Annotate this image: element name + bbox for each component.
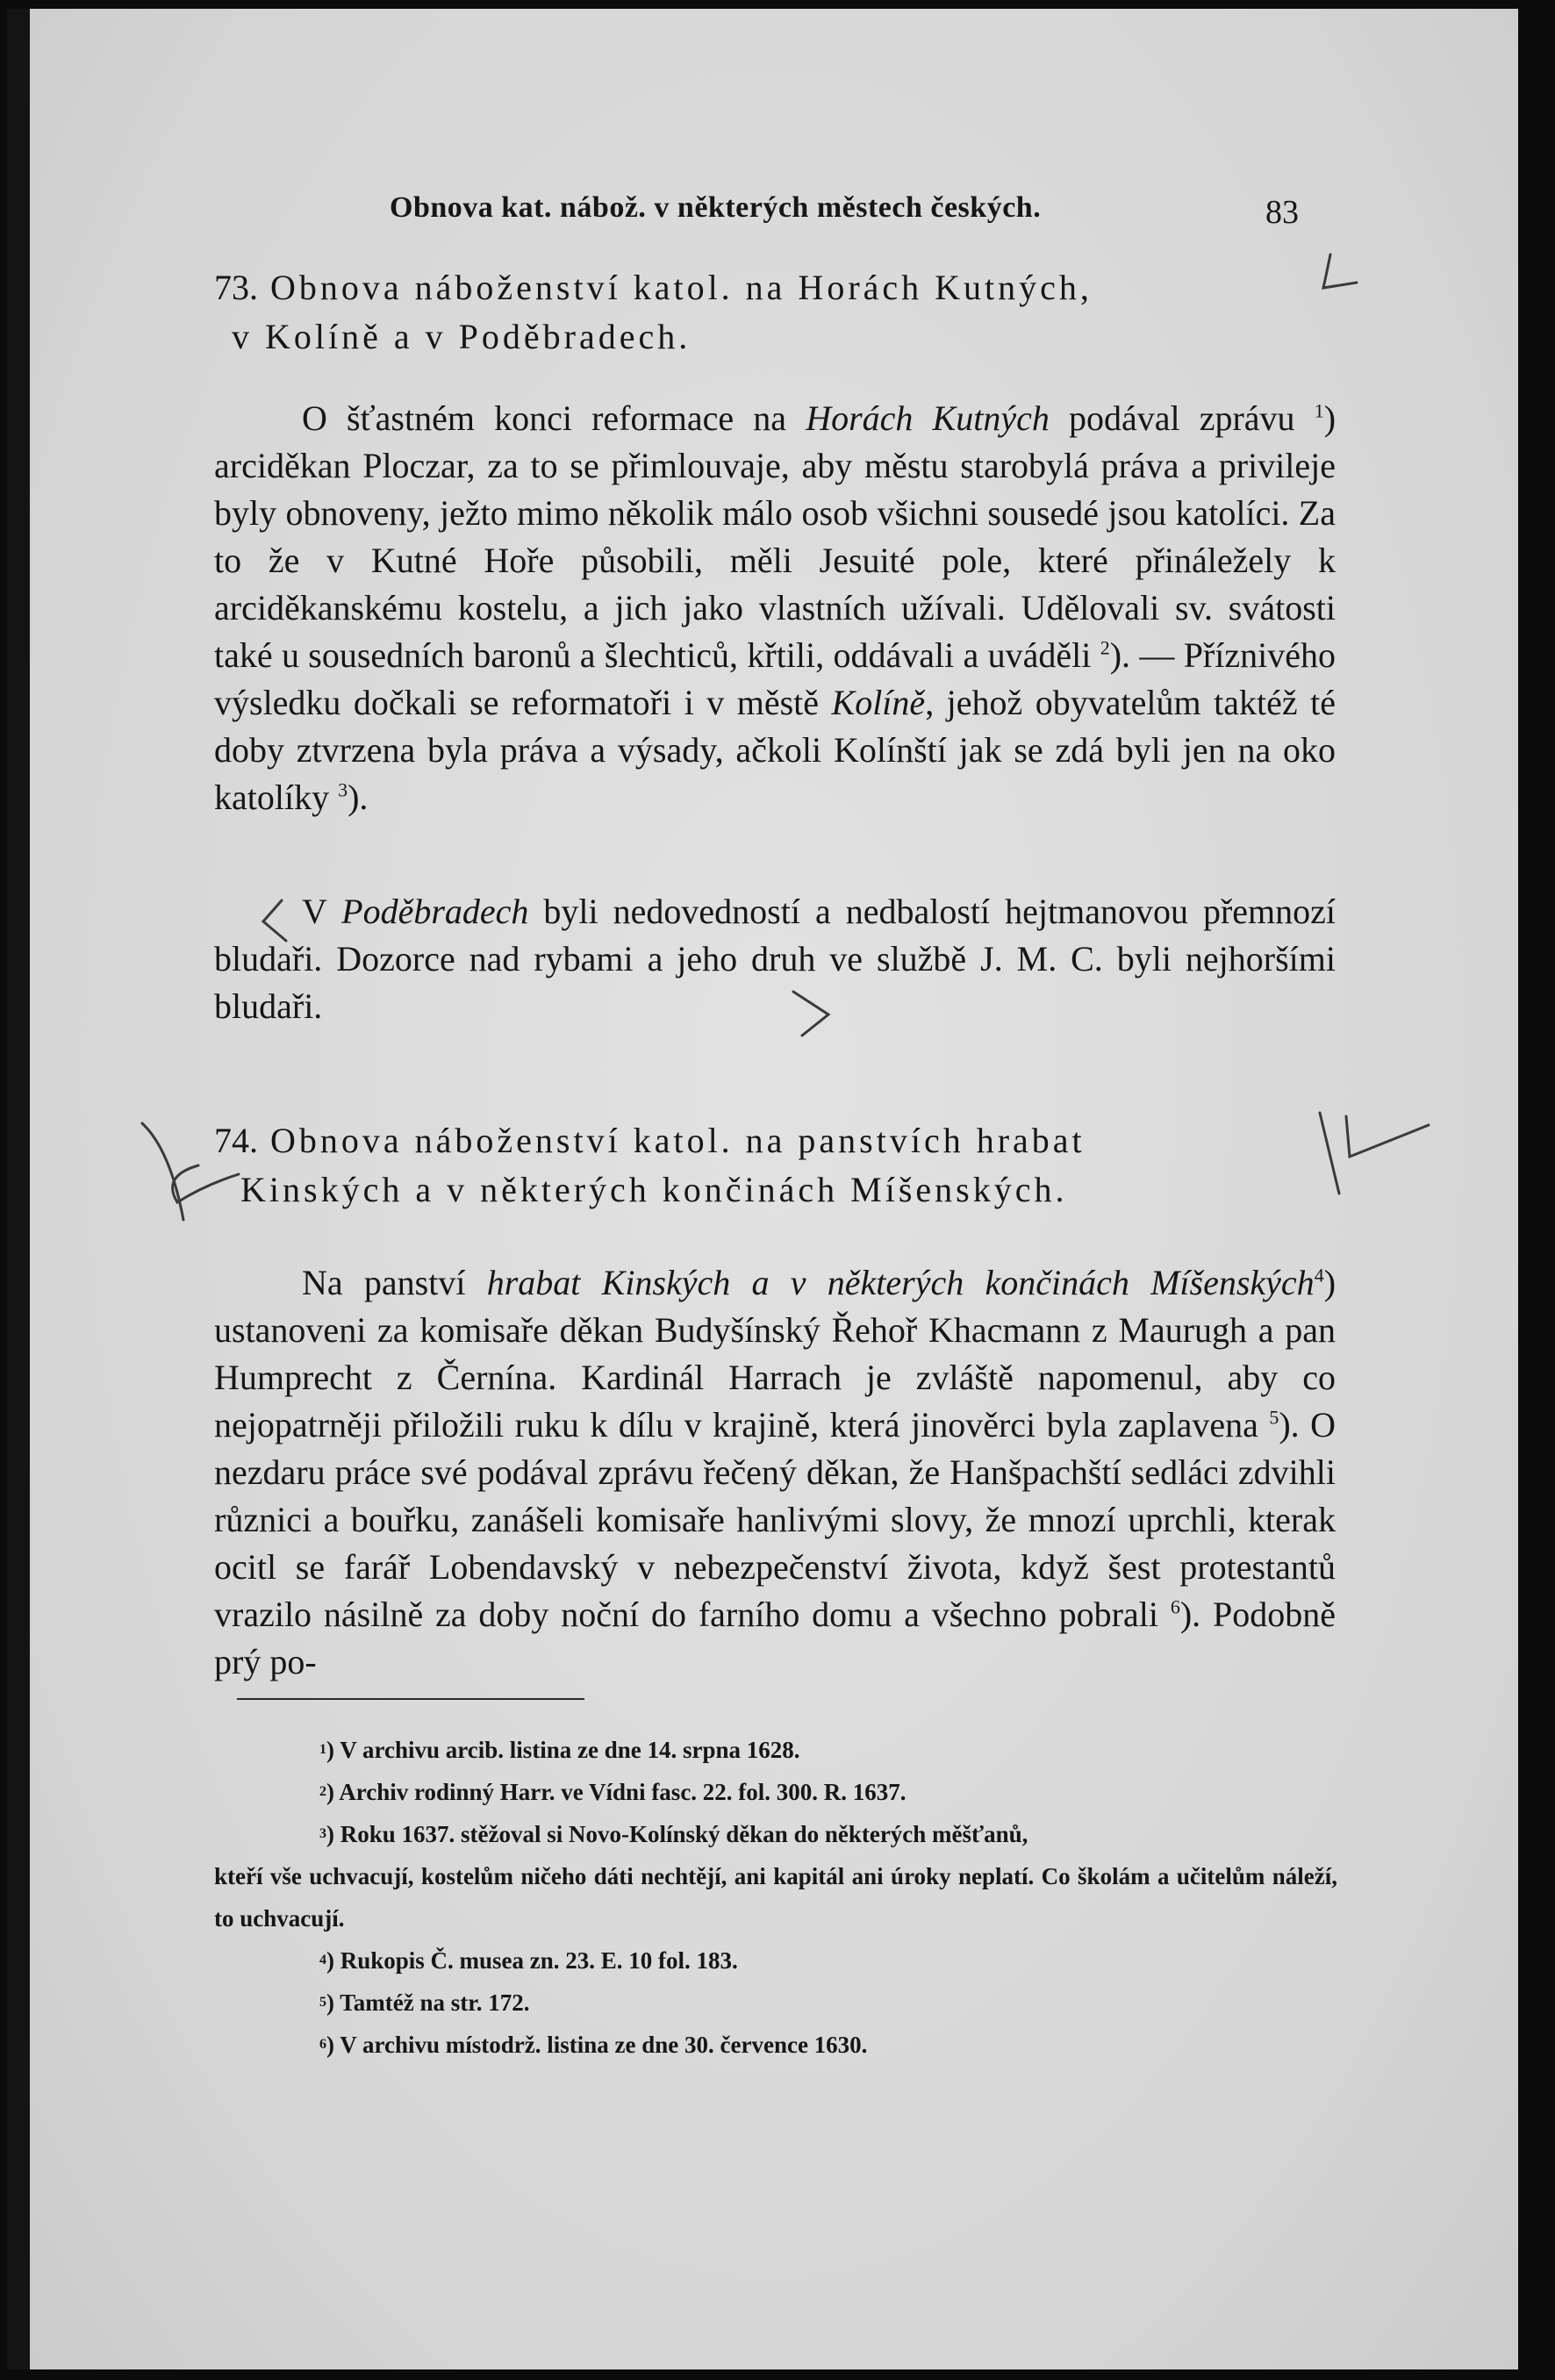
- footnote-ref: 4: [1314, 1264, 1324, 1287]
- place-name: Kolíně: [831, 683, 926, 722]
- footnote-continuation: kteří vše uchvacují, kostelům ničeho dáti nechtějí, ani kapitál ani úroky neplatí. Co školám a učitelům náleží, to uchvacují.: [214, 1863, 1337, 1932]
- bracket-mark-icon: [263, 900, 286, 941]
- footnote-ref: 1: [1314, 399, 1324, 422]
- margin-mark-icon: [142, 1123, 239, 1220]
- footnote-ref: 2: [1100, 636, 1110, 659]
- book-page: [7, 9, 1518, 2369]
- place-name: Horách Kutných: [806, 398, 1050, 438]
- footnote: $^4$) Rukopis Č. musea zn. 23. E. 10 fol. 183.: [319, 1947, 738, 1974]
- footnote: $^5$) Tamtéž na str. 172.: [319, 1989, 530, 2016]
- pencil-annotations: [30, 9, 1541, 2369]
- footnote: $^3$) Roku 1637. stěžoval si Novo-Kolínský děkan do některých měšťanů,: [319, 1821, 1028, 1847]
- section-title-line: Obnova náboženství katol. na panstvích hrabat: [270, 1121, 1086, 1160]
- footnote: $^2$) Archiv rodinný Harr. ve Vídni fasc. 22. fol. 300. R. 1637.: [319, 1779, 906, 1805]
- section-title-line: Kinských a v některých končinách Míšenských.: [240, 1170, 1068, 1209]
- margin-mark-icon: [1323, 254, 1357, 288]
- margin-mark-icon: [1320, 1113, 1429, 1194]
- paragraph: Na panství hrabat Kinských a v některých končinách Míšenských$^4$) ustanoveni za komisaře děkan Budyšínský Řehoř Khacmann z Maurugh a pan Humprecht z Černína. Kardinál Harrach je zvláště napomenul, aby co nejopatrněji přiložili ruku k dílu v krajině, která jinověrci byla zaplavena $^5$). O nezdaru práce své podával zprávu řečený děkan, že Hanšpachští sedláci zdvihli různici a bouřku, zanášeli komisaře hanlivými slovy, že mnozí uprchli, kterak ocitl se farář Lobendavský v nebezpečenství života, když šest protestantů vrazilo násilně za doby noční do farního domu a všechno pobrali $^6$). Podobně prý po-: [214, 1263, 1336, 1681]
- running-head: Obnova kat. nábož. v některých městech českých.: [390, 191, 1042, 224]
- footnote: $^1$) V archivu arcib. listina ze dne 14. srpna 1628.: [319, 1737, 800, 1763]
- bracket-mark-icon: [793, 992, 828, 1036]
- paragraph: O šťastném konci reformace na Horách Kutných podával zprávu $^1$) arciděkan Ploczar, za to se přimlouvaje, aby městu starobylá práva a privileje byly obnoveny, ježto mimo několik málo osob všichni sousedé jsou katolíci. Za to že v Kutné Hoře působili, měli Jesuité pole, které přináležely k arciděkanskému kostelu, a jich jako vlastních užívali. Udělovali sv. svátosti také u sousedních baronů a šlechticů, křtili, oddávali a uváděli $^2$). — Příznivého výsledku dočkali se reformatoři i v městě Kolíně, jehož obyvatelům taktéž té doby ztvrzena byla práva a výsady, ačkoli Kolínští jak se zdá byli jen na oko katolíky $^3$).: [214, 398, 1336, 817]
- section-title-line: v Kolíně a v Poděbradech.: [232, 317, 692, 356]
- section-number: 73.: [214, 268, 258, 307]
- page-number: 83: [1265, 194, 1299, 231]
- paragraph: V Poděbradech byli nedovedností a nedbalostí hejtmanovou přemnozí bludaři. Dozorce nad rybami a jeho druh ve službě J. M. C. byli nejhoršími bludaři.: [214, 892, 1336, 1026]
- place-name: hrabat Kinských a v některých končinách Míšenských: [486, 1263, 1315, 1302]
- place-name: Poděbradech: [341, 892, 529, 931]
- section-number: 74.: [214, 1121, 258, 1160]
- footnote-ref: 6: [1170, 1595, 1180, 1618]
- footnote-ref: 3: [338, 778, 348, 801]
- footnote: $^6$) V archivu místodrž. listina ze dne 30. července 1630.: [319, 2032, 868, 2058]
- footnote-ref: 5: [1269, 1406, 1279, 1429]
- section-title-line: Obnova náboženství katol. na Horách Kutných,: [270, 268, 1093, 307]
